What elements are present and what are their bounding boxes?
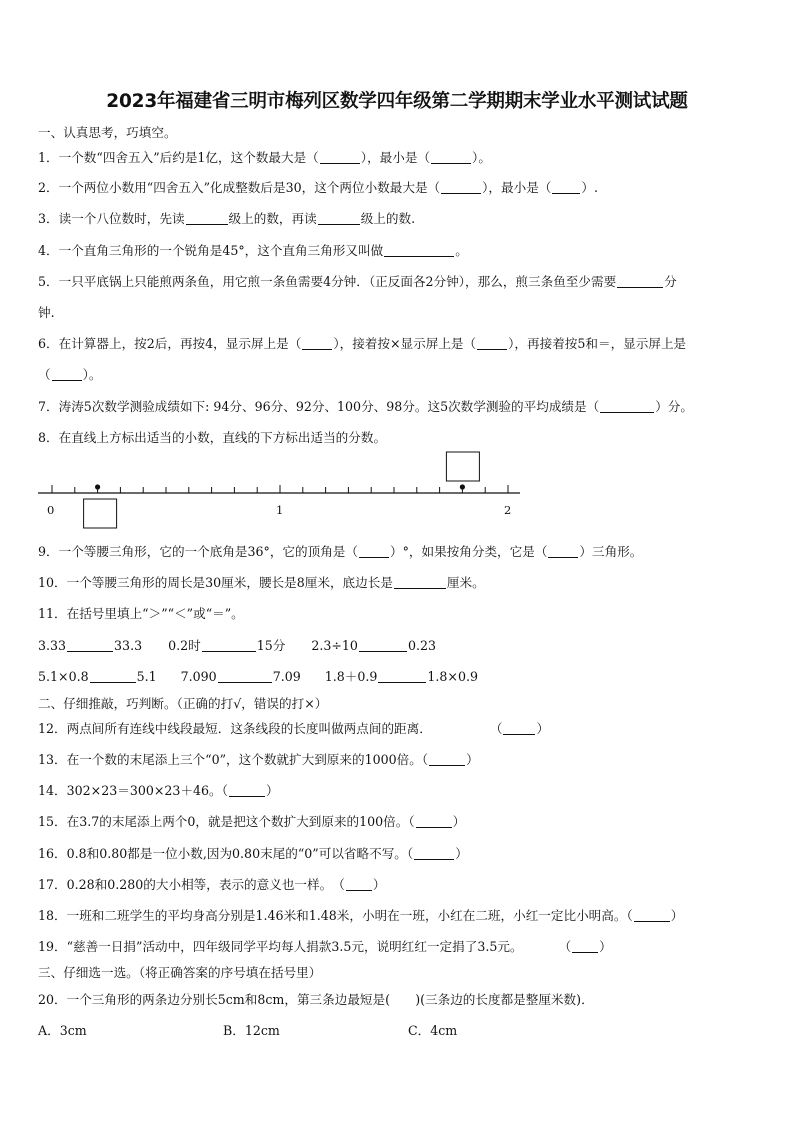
- q14-blank[interactable]: [229, 783, 265, 797]
- q18-blank[interactable]: [634, 908, 670, 922]
- q2-text-b: ），最小是（: [482, 180, 552, 195]
- question-16: [38, 843, 468, 862]
- q15-text-a: 15．在3.7的末尾添上两个0，就是把这个数扩大到原来的100倍。（: [38, 814, 415, 829]
- q11-r1-item-6: 0.23: [407, 638, 436, 653]
- question-4: [38, 240, 468, 259]
- q11-r2-item-2: 5.1: [136, 669, 157, 684]
- q11-r2-item-5: 1.8＋0.9: [324, 669, 378, 684]
- answer-box-fraction: [84, 499, 117, 528]
- question-17: [38, 874, 385, 893]
- q16-text-b: ）: [455, 846, 468, 861]
- q11-r2-blank-1[interactable]: [90, 669, 136, 683]
- q9-blank-2[interactable]: [548, 544, 578, 558]
- q1-text-c: ）。: [472, 150, 491, 165]
- q9-blank-1[interactable]: [359, 544, 389, 558]
- q5-blank[interactable]: [617, 274, 663, 288]
- number-line-label-1: 1: [276, 503, 284, 517]
- q11-r2-item-4: 7.09: [272, 669, 301, 684]
- q13-text-b: ）: [466, 752, 479, 767]
- q1-text-a: 1．一个数“四舍五入”后约是1亿，这个数最大是（: [38, 150, 319, 165]
- q11-r1-item-5: 2.3÷10: [311, 638, 358, 653]
- q1-blank-2[interactable]: [431, 150, 471, 164]
- q16-text-a: 16．0.8和0.80都是一位小数,因为0.80末尾的“0”可以省略不写。（: [38, 846, 414, 861]
- q7-text-b: ）分。: [655, 399, 693, 414]
- q3-text-b: 级上的数，再读: [228, 211, 317, 226]
- question-6-continued: [38, 364, 101, 383]
- q11-r2-item-3: 7.090: [180, 669, 217, 684]
- question-5-continued: 钟.: [38, 305, 55, 320]
- q11-r1-blank-3[interactable]: [359, 638, 407, 652]
- page-title: 2023年福建省三明市梅列区数学四年级第二学期期末学业水平测试试题: [106, 91, 688, 112]
- q12-text-c: ）: [536, 721, 550, 736]
- q3-blank-1[interactable]: [186, 211, 228, 225]
- q18-text-b: ）: [670, 908, 684, 923]
- q6-text-d: （: [38, 367, 51, 382]
- q1-text-b: ），最小是（: [360, 150, 431, 165]
- q2-blank-2[interactable]: [552, 180, 580, 194]
- q20-option-a[interactable]: A．3cm: [38, 1023, 87, 1038]
- q9-text-a: 9．一个等腰三角形，它的一个底角是36°，它的顶角是（: [38, 544, 358, 559]
- q17-blank[interactable]: [346, 877, 372, 891]
- q4-blank[interactable]: [384, 243, 454, 257]
- q11-r2-item-6: 1.8×0.9: [427, 669, 479, 684]
- question-12: [38, 718, 549, 737]
- q6-blank-2[interactable]: [477, 336, 507, 350]
- q14-text-a: 14．302×23＝300×23＋46。（: [38, 783, 228, 798]
- question-5: [38, 271, 677, 290]
- question-14: [38, 780, 279, 799]
- question-10: [38, 572, 485, 591]
- question-1: [38, 147, 491, 166]
- q12-text-a: 12．两点间所有连线中线段最短．这条线段的长度叫做两点间的距离．: [38, 721, 432, 736]
- q6-blank-1[interactable]: [302, 336, 332, 350]
- number-line-label-2: 2: [504, 503, 512, 517]
- answer-box-decimal: [446, 452, 479, 481]
- q4-text-b: 。: [455, 243, 468, 258]
- question-3: [38, 208, 415, 227]
- q15-text-b: ）: [452, 814, 466, 829]
- q19-text-a: 19．“慈善一日捐”活动中，四年级同学平均每人捐款3.5元，说明红红一定捐了3.5元。: [38, 939, 523, 954]
- q11-r1-blank-1[interactable]: [67, 638, 113, 652]
- question-18: [38, 905, 683, 924]
- question-2: [38, 177, 598, 196]
- q6-text-b: ），接着按×显示屏上是（: [333, 336, 477, 351]
- section-1-heading: 一、认真思考，巧填空。: [38, 125, 177, 140]
- q6-text-c: ），再接着按5和＝，显示屏上是: [508, 336, 687, 351]
- number-line-point: [95, 484, 100, 489]
- q2-blank-1[interactable]: [441, 180, 481, 194]
- section-2-heading: 二、仔细推敲，巧判断。（正确的打√，错误的打×）: [38, 696, 328, 711]
- q6-text-a: 6．在计算器上，按2后，再按4，显示屏上是（: [38, 336, 302, 351]
- q11-r2-blank-3[interactable]: [378, 669, 426, 683]
- question-9: [38, 541, 642, 560]
- q7-blank[interactable]: [600, 399, 654, 413]
- q11-r1-blank-2[interactable]: [202, 638, 256, 652]
- question-11: 11．在括号里填上“＞”“＜”或“＝”。: [38, 606, 244, 621]
- q11-r1-item-3: 0.2时: [168, 638, 201, 653]
- question-11-row-1: [38, 635, 436, 654]
- q12-text-b: （: [489, 721, 503, 736]
- question-11-row-2: [38, 666, 478, 685]
- question-6: [38, 333, 686, 352]
- q5-text-b: 分: [664, 274, 677, 289]
- number-line-point: [460, 484, 465, 489]
- q1-blank-1[interactable]: [320, 150, 360, 164]
- number-line-label-0: 0: [47, 503, 55, 517]
- q14-text-b: ）: [265, 783, 279, 798]
- q17-text-b: ）: [372, 877, 386, 892]
- question-20: 20．一个三角形的两条边分别长5cm和8cm，第三条边最短是( )(三条边的长度都是整厘米数)．: [38, 992, 594, 1007]
- q6-text-e: ）。: [82, 367, 102, 382]
- q10-text-b: 厘米。: [446, 575, 485, 590]
- q11-r2-item-1: 5.1×0.8: [38, 669, 89, 684]
- q19-text-c: ）: [599, 939, 612, 954]
- q3-text-c: 级上的数.: [360, 211, 416, 226]
- q19-blank[interactable]: [572, 939, 598, 953]
- question-7: [38, 396, 693, 415]
- q5-text-a: 5．一只平底锅上只能煎两条鱼，用它煎一条鱼需要4分钟．（正反面各2分钟），那么，煎三条鱼至少需要: [38, 274, 617, 289]
- q20-option-c[interactable]: C．4cm: [408, 1023, 458, 1038]
- q3-text-a: 3．读一个八位数时，先读: [38, 211, 185, 226]
- q13-text-a: 13．在一个数的末尾添上三个“0”，这个数就扩大到原来的1000倍。（: [38, 752, 429, 767]
- number-line-figure: [36, 450, 526, 532]
- question-19: [38, 936, 612, 955]
- q16-blank[interactable]: [414, 846, 454, 860]
- q2-text-a: 2．一个两位小数用“四舍五入”化成整数后是30，这个两位小数最大是（: [38, 180, 441, 195]
- q20-option-b[interactable]: B．12cm: [223, 1023, 280, 1038]
- q6-blank-3[interactable]: [52, 367, 82, 381]
- q15-blank[interactable]: [416, 814, 452, 828]
- question-15: [38, 811, 465, 830]
- q9-text-c: ）三角形。: [579, 544, 643, 559]
- question-13: [38, 749, 479, 768]
- question-8: 8．在直线上方标出适当的小数，直线的下方标出适当的分数。: [38, 430, 387, 445]
- q18-text-a: 18．一班和二班学生的平均身高分别是1.46米和1.48米，小明在一班，小红在二班，小红一定比小明高。（: [38, 908, 633, 923]
- section-3-heading: 三、仔细选一选。（将正确答案的序号填在括号里）: [38, 965, 322, 980]
- q12-blank[interactable]: [503, 721, 535, 735]
- q2-text-c: ）.: [581, 180, 599, 195]
- q10-blank[interactable]: [394, 575, 446, 589]
- q17-text-a: 17．0.28和0.280的大小相等，表示的意义也一样。 （: [38, 877, 345, 892]
- q11-r1-item-2: 33.3: [114, 638, 143, 653]
- q19-text-b: （: [558, 939, 572, 954]
- q13-blank[interactable]: [429, 752, 465, 766]
- q9-text-b: ）°，如果按角分类，它是（: [390, 544, 548, 559]
- q11-r1-item-4: 15分: [256, 638, 286, 653]
- q7-text-a: 7．涛涛5次数学测验成绩如下: 94分、96分、92分、100分、98分。这5次数学测验的平均成绩是（: [38, 399, 600, 414]
- number-line: [36, 450, 526, 532]
- q11-r1-item-1: 3.33: [38, 638, 67, 653]
- q3-blank-2[interactable]: [318, 211, 360, 225]
- q10-text-a: 10．一个等腰三角形的周长是30厘米，腰长是8厘米，底边长是: [38, 575, 393, 590]
- q4-text-a: 4．一个直角三角形的一个锐角是45°，这个直角三角形又叫做: [38, 243, 384, 258]
- q11-r2-blank-2[interactable]: [218, 669, 272, 683]
